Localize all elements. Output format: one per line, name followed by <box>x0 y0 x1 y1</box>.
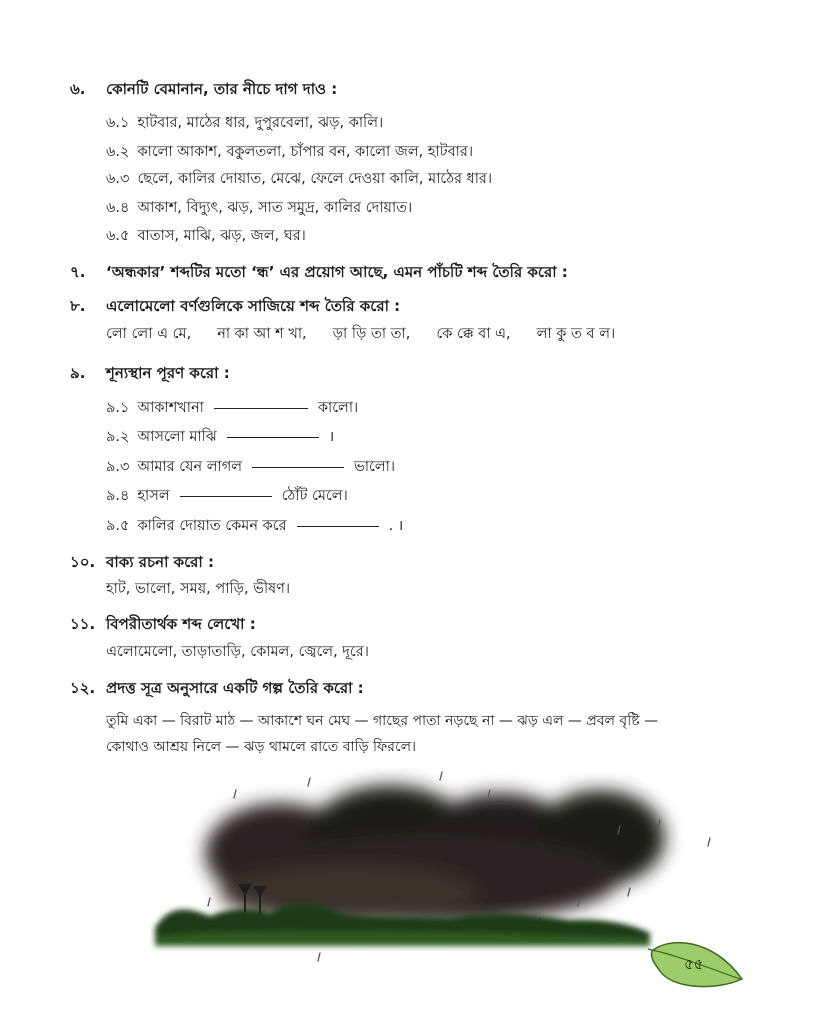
question-title: প্রদত্ত সূত্র অনুসারে একটি গল্প তৈরি করো : <box>106 679 364 697</box>
page-number-leaf <box>646 935 746 991</box>
fill-blank-item <box>106 456 395 480</box>
text-before-blank: আমার যেন লাগল <box>137 459 243 475</box>
text-after-blank: ঠোঁট মেলে। <box>281 488 348 504</box>
story-prompt-line-1: তুমি একা — বিরাট মাঠ — আকাশে ঘন মেঘ — গাছের পাতা নড়ছে না — ঝড় এল — প্রবল বৃষ্টি — <box>106 713 659 729</box>
question-title: বিপরীতার্থক শব্দ লেখো : <box>106 615 256 633</box>
text-after-blank: । <box>328 429 335 445</box>
question-number: ৭. <box>70 263 86 281</box>
list-item <box>106 141 473 165</box>
question-title: ‘অন্ধকার’ শব্দটির মতো ‘ন্ধ’ এর প্রয়োগ আছে, এমন পাঁচটি শব্দ তৈরি করো : <box>106 263 568 281</box>
text-before-blank: আসলো মাঝি <box>137 429 217 445</box>
text-before-blank: কালির দোয়াত কেমন করে <box>137 518 287 534</box>
question-11-heading <box>70 613 256 638</box>
list-item <box>106 112 383 136</box>
question-12-heading <box>70 677 364 702</box>
question-title: কোনটি বেমানান, তার নীচে দাগ দাও : <box>106 80 338 98</box>
question-number: ৬. <box>70 80 86 98</box>
item-text: ছেলে, কালির দোয়াত, মেঝে, ফেলে দেওয়া কালি, মাঠের ধার। <box>137 171 493 187</box>
item-number: ৬.৪ <box>106 200 130 216</box>
question-8-heading <box>70 295 400 320</box>
text-before-blank: আকাশখানা <box>137 400 204 416</box>
text-before-blank: হাসল <box>137 488 170 504</box>
list-item <box>106 225 306 249</box>
question-title: বাক্য রচনা করো : <box>106 553 214 571</box>
text-after-blank: কালো। <box>317 400 359 416</box>
item-number: ৬.৫ <box>106 228 130 244</box>
blank-line[interactable] <box>297 525 379 527</box>
item-text: বাতাস, মাঝি, ঝড়, জল, ঘর। <box>137 228 306 244</box>
fill-blank-item <box>106 426 334 450</box>
question-6-heading <box>70 78 337 103</box>
blank-line[interactable] <box>214 407 308 409</box>
question-number: ১২. <box>70 679 96 697</box>
list-item <box>106 168 492 192</box>
question-7-heading <box>70 261 568 286</box>
question-number: ৯. <box>70 364 86 382</box>
jumbled-word: কে ক্কে বা এ, <box>436 326 511 342</box>
item-number: ৬.৩ <box>106 171 130 187</box>
item-number: ৯.২ <box>106 429 130 445</box>
fill-blank-item <box>106 485 348 509</box>
jumbled-word: ড়া ড়ি তা তা, <box>332 326 411 342</box>
question-title: শূন্যস্থান পূরণ করো : <box>106 364 230 382</box>
jumbled-word: লা কু ত ব ল। <box>536 326 616 342</box>
blank-line[interactable] <box>180 495 272 497</box>
item-text: হাটবার, মাঠের ধার, দুপুরবেলা, ঝড়, কালি। <box>137 115 384 131</box>
page-number: ৫৫ <box>684 955 704 973</box>
item-number: ৬.২ <box>106 144 130 160</box>
question-10-heading <box>70 551 214 576</box>
word-list: এলোমেলো, তাড়াতাড়ি, কোমল, জ্বেলে, দূরে। <box>106 644 369 660</box>
list-item <box>106 197 412 221</box>
question-9-heading <box>70 362 230 387</box>
item-number: ৬.১ <box>106 115 130 131</box>
question-number: ১০. <box>70 553 96 571</box>
question-number: ৮. <box>70 297 86 315</box>
item-number: ৯.৪ <box>106 488 130 504</box>
blank-line[interactable] <box>227 436 319 438</box>
blank-line[interactable] <box>252 466 344 468</box>
text-after-blank: ভালো। <box>354 459 396 475</box>
word-list: হাট, ভালো, সময়, পাড়ি, ভীষণ। <box>106 581 291 597</box>
item-number: ৯.৫ <box>106 518 130 534</box>
jumbled-word: লো লো এ মে, <box>106 326 192 342</box>
item-text: আকাশ, বিদ্যুৎ, ঝড়, সাত সমুদ্র, কালির দোয়াত। <box>137 200 413 216</box>
jumbled-word: না কা আ শ খা, <box>217 326 307 342</box>
fill-blank-item <box>106 515 403 539</box>
item-text: কালো আকাশ, বকুলতলা, চাঁপার বন, কালো জল, হাটবার। <box>137 144 474 160</box>
text-after-blank: . । <box>388 518 404 534</box>
jumbled-words <box>106 323 641 347</box>
question-title: এলোমেলো বর্ণগুলিকে সাজিয়ে শব্দ তৈরি করো : <box>106 297 401 315</box>
story-prompt-line-2: কোথাও আশ্রয় নিলে — ঝড় থামলে রাতে বাড়ি ফিরলে। <box>106 739 417 755</box>
fill-blank-item <box>106 397 358 421</box>
item-number: ৯.১ <box>106 400 130 416</box>
question-number: ১১. <box>70 615 96 633</box>
item-number: ৯.৩ <box>106 459 130 475</box>
